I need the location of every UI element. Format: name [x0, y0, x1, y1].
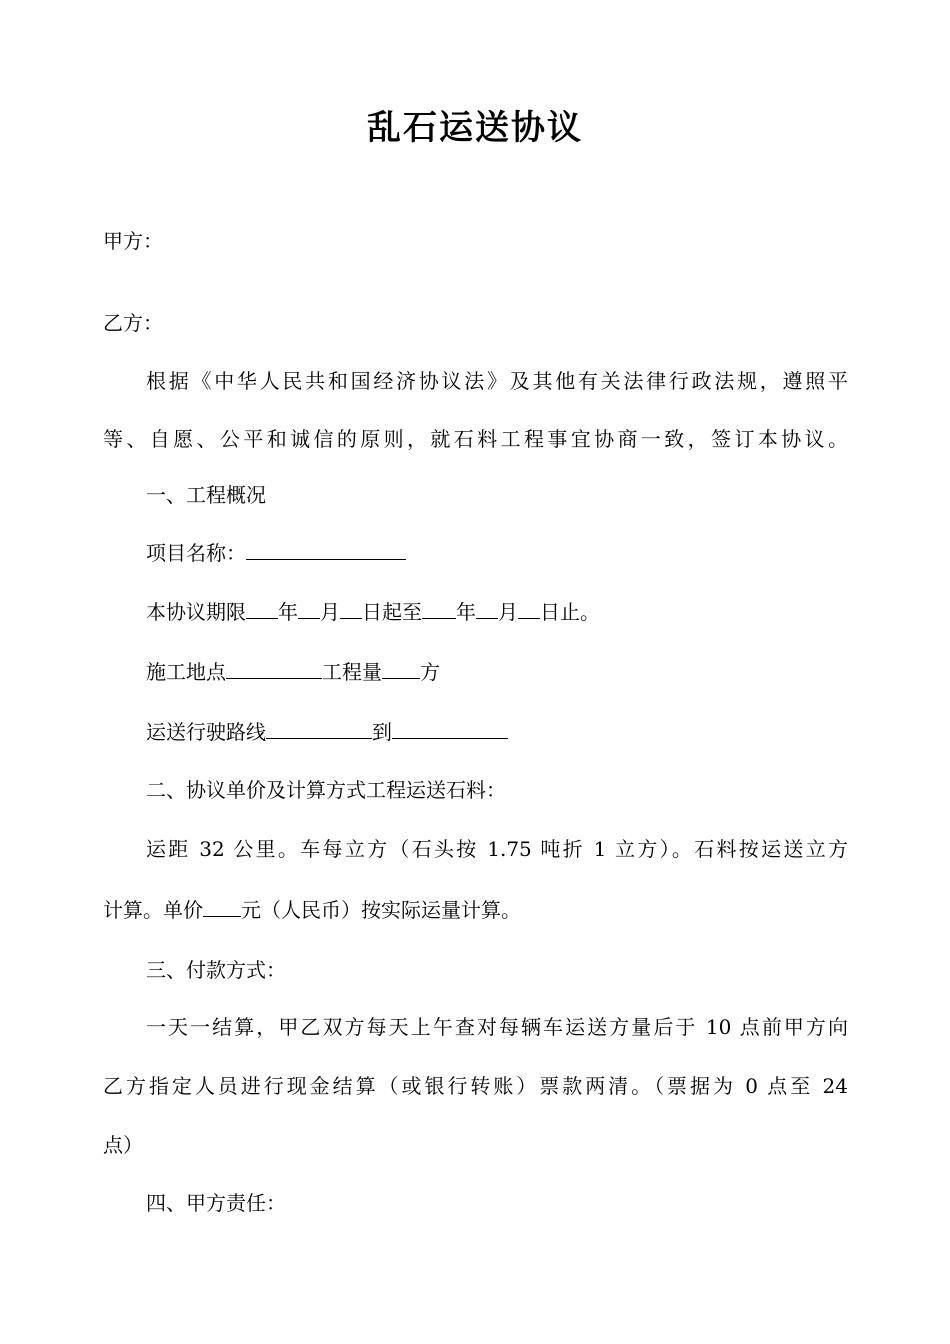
day-1-to: 日起至 [362, 600, 422, 624]
section-2-heading: 二、协议单价及计算方式工程运送石料： [146, 778, 506, 802]
month-2: 月 [498, 600, 518, 624]
route-from-blank[interactable] [266, 716, 372, 739]
end-year-blank[interactable] [422, 596, 456, 619]
day-2-end: 日止。 [540, 600, 600, 624]
unit-price-blank[interactable] [203, 894, 241, 917]
site-row [146, 656, 848, 687]
start-day-blank[interactable] [340, 596, 362, 619]
period-row [146, 596, 848, 627]
section-3-line-3: 点） [103, 1133, 143, 1157]
start-month-blank[interactable] [298, 596, 320, 619]
section-3-heading: 三、付款方式： [146, 958, 286, 982]
document-title: 乱石运送协议 [367, 108, 583, 148]
unit-price-suffix: 元（人民币）按实际运量计算。 [241, 898, 521, 922]
intro-line-1: 根据《中华人民共和国经济协议法》及其他有关法律行政法规，遵照平 [146, 369, 848, 393]
intro-line-2: 等、自愿、公平和诚信的原则，就石料工程事宜协商一致，签订本协议。 [103, 427, 848, 451]
quantity-label: 工程量 [322, 660, 382, 684]
route-row [146, 716, 848, 747]
project-name-blank[interactable] [246, 537, 406, 560]
section-3-line-2: 乙方指定人员进行现金结算（或银行转账）票款两清。（票据为 0 点至 24 [103, 1074, 848, 1098]
end-day-blank[interactable] [518, 596, 540, 619]
month-1: 月 [320, 600, 340, 624]
section-2-line-1: 运距 32 公里。车每立方（石头按 1.75 吨折 1 立方）。石料按运送立方 [146, 837, 848, 861]
project-name-row [146, 537, 848, 568]
quantity-blank[interactable] [382, 656, 420, 679]
section-2-line-2 [103, 894, 848, 925]
year-1: 年 [278, 600, 298, 624]
route-to-blank[interactable] [392, 716, 508, 739]
site-label: 施工地点 [146, 660, 226, 684]
party-b-label: 乙方： [103, 311, 163, 335]
start-year-blank[interactable] [246, 596, 278, 619]
period-prefix: 本协议期限 [146, 600, 246, 624]
section-1-heading: 一、工程概况 [146, 483, 266, 507]
section-4-heading: 四、甲方责任： [146, 1191, 286, 1215]
project-name-label: 项目名称： [146, 541, 246, 565]
route-label: 运送行驶路线 [146, 720, 266, 744]
quantity-unit: 方 [420, 660, 440, 684]
route-to: 到 [372, 720, 392, 744]
site-blank[interactable] [226, 656, 322, 679]
section-3-line-1: 一天一结算，甲乙双方每天上午查对每辆车运送方量后于 10 点前甲方向 [146, 1015, 848, 1039]
unit-price-prefix: 计算。单价 [103, 898, 203, 922]
party-a-label: 甲方： [103, 229, 163, 253]
year-2: 年 [456, 600, 476, 624]
end-month-blank[interactable] [476, 596, 498, 619]
